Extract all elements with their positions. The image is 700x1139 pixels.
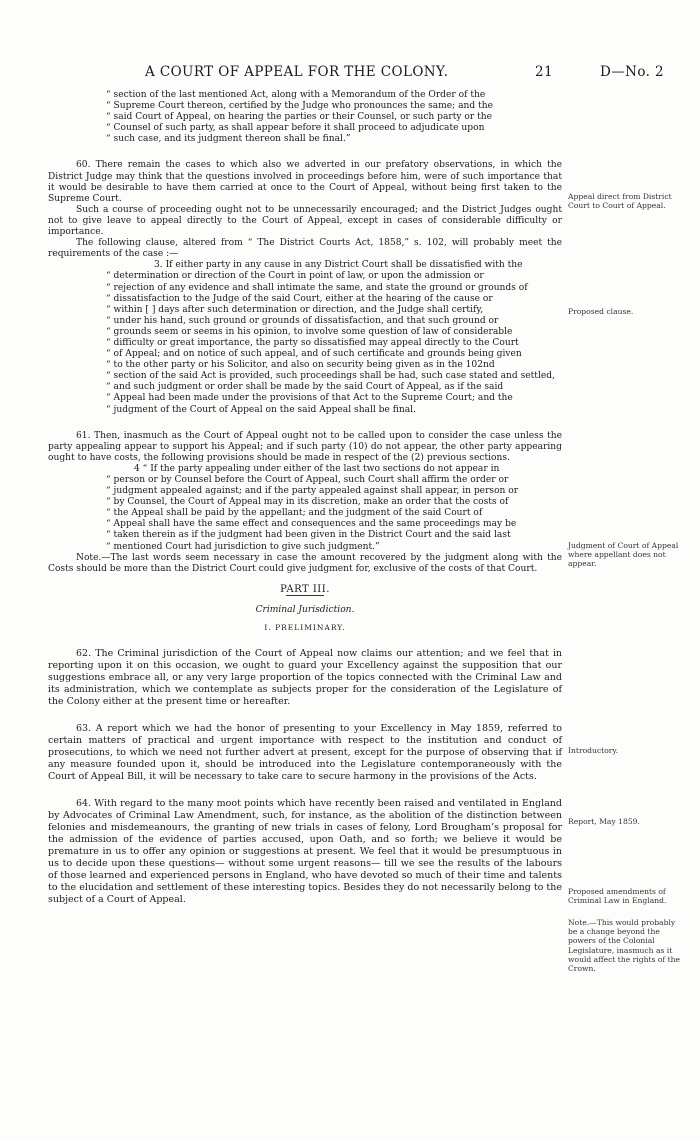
margin-note: Report, May 1859. — [568, 817, 640, 826]
paragraph-60-c: The following clause, altered from “ The District Courts Act, 1858,” s. 102, will probably meet the requirements of the case :— — [48, 238, 562, 260]
clause-line: “ dissatisfaction to the Judge of the said Court, either at the hearing of the cause or — [106, 293, 493, 304]
document-reference: D—No. 2 — [600, 64, 664, 80]
quote-line: “ section of the last mentioned Act, along with a Memorandum of the Order of the — [106, 90, 486, 100]
quote-line: “ said Court of Appeal, on hearing the parties or their Counsel, or such party or the — [106, 112, 493, 123]
page-header — [0, 64, 700, 80]
clause-line: “ and such judgment or order shall be made by the said Court of Appeal, as if the said — [106, 382, 504, 393]
clause-line: “ mentioned Court had jurisdiction to give such judgment.” — [106, 541, 380, 552]
clause-line: “ rejection of any evidence and shall intimate the same, and state the ground or grounds of — [106, 282, 528, 293]
part-subtitle: Criminal Jurisdiction. — [255, 604, 355, 615]
paragraph-60: 60. There remain the cases to which also we adverted in our prefatory observations, in which the District Judge may think that the questions involved in proceedings before him, were of such importance that it would be desirable to have them carried at once to the Court of Appeal, without being first taken to the Supreme Court. — [48, 160, 562, 204]
part-heading: PART III. — [280, 583, 330, 595]
section-heading: I. PRELIMINARY. — [264, 623, 346, 633]
paragraph-60-b: Such a course of proceeding ought not to be unnecessarily encouraged; and the District Judges ought not to give leave to appeal directly to the Court of Appeal, except in cases of considerable difficulty or importance. — [48, 204, 562, 238]
quote-top — [48, 90, 562, 145]
clause-line: “ judgment appealed against; and if the party appealed against shall appear, in person or — [106, 486, 519, 497]
clause-line: “ the Appeal shall be paid by the appellant; and the judgment of the said Court of — [106, 508, 483, 519]
quote-line: “ Supreme Court thereon, certified by the Judge who pronounces the same; and the — [106, 101, 494, 112]
clause-line: “ section of the said Act is provided, such proceedings shall be had, such case stated and settled, — [106, 371, 555, 382]
quote-line: “ Counsel of such party, as shall appear before it shall proceed to adjudicate upon — [106, 123, 485, 134]
clause-line: “ person or by Counsel before the Court of Appeal, such Court shall affirm the order or — [106, 475, 509, 485]
clause-line: “ under his hand, such ground or grounds of dissatisfaction, and that such ground or — [106, 315, 499, 326]
paragraph-61: 61. Then, inasmuch as the Court of Appeal ought not to be called upon to consider the case unless the party appealing appear to support his Appeal; and if such party (10) do not appear, the other party appearing ought to have costs, the following provisions should be made in respect of the (2) previous sections. — [48, 430, 562, 463]
clause-line: “ grounds seem or seems in his opinion, to involve some question of law of considerable — [106, 326, 513, 337]
clause-line: “ Appeal had been made under the provisions of that Act to the Supreme Court; and the — [106, 393, 513, 404]
main-text — [48, 90, 562, 906]
running-title: A COURT OF APPEAL FOR THE COLONY. — [145, 64, 449, 80]
clause-line: “ difficulty or great importance, the party so dissatisfied may appeal directly to the Court — [106, 337, 519, 348]
clause-line: “ taken therein as if the judgment had been given in the District Court and the said last — [106, 530, 511, 541]
paragraph-64: 64. With regard to the many moot points which have recently been raised and ventilated in England by Advocates of Criminal Law Amendment, such, for instance, as the abolition of the distinction between felonies and misdemeanours, the granting of new trials in cases of felony, Lord Brougham’s proposal for the admission of the evidence of parties accused, upon Oath, and so forth; we believe it would be premature in us to offer any opinion or suggestions at present. We feel that it would be presumptuous in us to decide upon these questions— without some urgent reasons— till we see the results of the labours of those learned and experienced persons in England, who have devoted so much of their time and talents to the elucidation and settlement of these interesting topics. Besides they do not necessarily belong to the subject of a Court of Appeal. — [48, 798, 562, 906]
clause-3 — [48, 260, 562, 415]
clause-line: “ by Counsel, the Court of Appeal may in its discretion, make an order that the costs of — [106, 497, 509, 508]
paragraph-62: 62. The Criminal jurisdiction of the Court of Appeal now claims our attention; and we feel that in reporting upon it on this occasion, we ought to guard your Excellency against the supposition that our suggestions embrace all, or any very large proportion of the topics connected with the Criminal Law and its administration, which we contemplate as subjects proper for the consideration of the Legislature of the Colony either at the present time or hereafter. — [48, 648, 562, 708]
margin-note: Appeal direct from District Court to Court of Appeal. — [568, 192, 672, 211]
paragraph-63: 63. A report which we had the honor of presenting to your Excellency in May 1859, referred to certain matters of practical and urgent importance with respect to the institution and conduct of prosecutions, to which we need not further advert at present, except for the purpose of observing that if any measure founded upon it, should be introduced into the Legislature contemporaneously with the Court of Appeal Bill, it will be necessary to take care to secure harmony in the provisions of the Acts. — [48, 723, 562, 783]
clause-line: 4 “ If the party appealing under either of the last two sections do not appear in — [134, 463, 500, 474]
margin-note: Proposed amendments of Criminal Law in England. — [568, 887, 667, 906]
clause-line: “ to the other party or his Solicitor, and also on security being given as in the 102nd — [106, 360, 495, 371]
page-number: 21 — [535, 64, 553, 80]
margin-note: Proposed clause. — [568, 307, 634, 316]
quote-line: “ such case, and its judgment thereon shall be final.” — [106, 134, 351, 145]
margin-note: Note.—This would probably be a change beyond the powers of the Colonial Legislature, inasmuch as it would affect the rights of the Crown. — [568, 918, 681, 974]
note-paragraph: Note.—The last words seem necessary in case the amount recovered by the judgment along with the Costs should be more than the District Court could give judgment for, exclusive of the costs of that Court. — [48, 552, 562, 574]
clause-line: “ of Appeal; and on notice of such appeal, and of such certificate and grounds being given — [106, 349, 522, 360]
clause-line: “ determination or direction of the Court in point of law, or upon the admission or — [106, 271, 484, 282]
clause-line: “ judgment of the Court of Appeal on the said Appeal shall be final. — [106, 404, 416, 415]
clause-4 — [48, 464, 562, 553]
margin-note: Introductory. — [568, 746, 619, 755]
clause-line: “ Appeal shall have the same effect and consequences and the same proceedings may be — [106, 519, 517, 530]
margin-note: Judgment of Court of Appeal where appellant does not appear. — [568, 541, 679, 569]
clause-line: “ within [ ] days after such determination or direction, and the Judge shall certify, — [106, 304, 484, 315]
clause-line: 3. If either party in any cause in any District Court shall be dissatisfied with the — [154, 260, 523, 271]
